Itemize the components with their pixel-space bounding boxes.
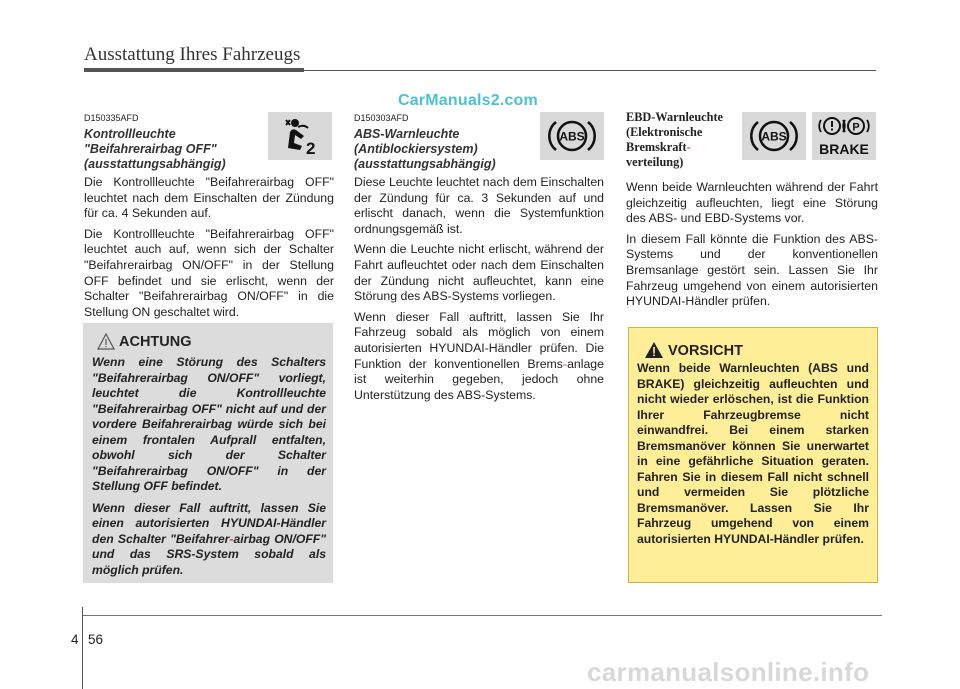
title-line: (Antiblockiersystem): [354, 142, 478, 156]
achtung-warning-box: [83, 323, 333, 583]
page-number: 56: [88, 632, 104, 647]
paragraph: Die Kontrollleuchte "Beifahrerairbag OFF" leuchtet nach dem Einschalten der Zündung für ca. 4 Sekunden auf.: [84, 175, 334, 221]
footer-divider: [82, 607, 83, 689]
airbag-off-icon: [268, 112, 332, 160]
title-line: (ausstattungsabhängig): [354, 157, 496, 171]
vorsicht-warning-box: [628, 327, 878, 583]
paragraph: Wenn eine Störung des Schalters "Beifahrerairbag ON/OFF" vorliegt, leuchtet die Kontrollleuchte "Beifahrerairbag OFF" nicht auf und der vordere Beifahrerairbag würde sich bei einem frontalen Aufprall entfalten, obwohl sich der Schalter "Beifahrerairbag ON/OFF" in der Stellung OFF befindet.: [92, 355, 326, 493]
title-line: (ausstattungsabhängig): [84, 157, 226, 171]
title-line: Kontrollleuchte: [84, 127, 176, 141]
section-code: D150335AFD: [84, 113, 139, 123]
title-line: "Beifahrerairbag OFF": [84, 142, 217, 156]
abs-warning-icon: [540, 112, 604, 160]
text-run: Bremskraft: [626, 140, 687, 154]
text-run: Wenn dieser Fall auftritt, lassen Sie Ihr Fahrzeug sobald als möglich von einem autorisierten HYUNDAI-Händler prüfen. Die Funktion der konventionellen Brems: [354, 309, 604, 371]
achtung-title: ACHTUNG: [119, 334, 192, 350]
svg-text:P: P: [852, 121, 860, 134]
paragraph: [354, 310, 604, 404]
paragraph: Wenn die Leuchte nicht erlischt, während der Fahrt aufleuchtet oder nach dem Einschalten der Zündung nicht aufleuchtet, kann eine Störung des ABS-Systems vorliegen.: [354, 242, 604, 304]
text-run: anlage ist weiterhin gegeben, jedoch ohne Unterstützung des ABS-Systems.: [354, 356, 604, 402]
title-line: ABS-Warnleuchte: [354, 127, 460, 141]
brake-warning-icon: [812, 112, 876, 160]
vorsicht-title: VORSICHT: [668, 343, 743, 359]
achtung-body: [92, 355, 326, 584]
hyphen: -: [686, 140, 691, 154]
section-title-airbag-off: [84, 127, 226, 172]
hyphen: -: [229, 531, 234, 546]
watermark-footer[interactable]: carmanualsonline.info: [587, 657, 870, 687]
section-title-abs: [354, 127, 496, 172]
hyphen: -: [562, 356, 568, 371]
title-line: EBD-Warnleuchte: [626, 110, 724, 124]
text-run: Wenn dieser Fall auftritt, lassen Sie einen autorisierten HYUNDAI-Händler den Schalter "Beifahrer: [92, 500, 326, 546]
text-run: airbag ON/OFF" und das SRS-System sobald als möglich prüfen.: [92, 531, 327, 577]
col2-body: [354, 175, 604, 408]
abs-warning-icon-ebd: [742, 112, 806, 160]
paragraph: In diesem Fall könnte die Funktion des ABS-Systems und der konventionellen Bremsanlage gestört sein. Lassen Sie Ihr Fahrzeug umgehend von einem autorisierten HYUNDAI-Händler prüfen.: [626, 231, 878, 309]
title-line: [626, 140, 723, 155]
col1-body: [84, 175, 334, 325]
brake-icon-label: BRAKE: [819, 141, 869, 157]
section-number: 4: [71, 632, 79, 647]
title-line: verteilung): [626, 155, 684, 169]
paragraph: Wenn beide Warnleuchten während der Fahrt gleichzeitig aufleuchten, liegt eine Störung des ABS- und EBD-Systems vor.: [626, 180, 878, 226]
page-header-title: Ausstattung Ihres Fahrzeugs: [84, 44, 301, 65]
paragraph: [92, 501, 326, 579]
header-rule-thick: [84, 68, 304, 72]
vorsicht-body: Wenn beide Warnleuchten (ABS und BRAKE) gleichzeitig aufleuchten und nicht wieder erlöschen, ist die Funktion Ihrer Fahrzeugbremse nicht einwandfrei. Bei einem starken Bremsmanöver können Sie unerwartet in eine gefährliche Situation geraten. Fahren Sie in diesem Fall nicht schnell und vermeiden Sie plötzliche Bremsmanöver. Lassen Sie Ihr Fahrzeug umgehend von einem autorisierten HYUNDAI-Händler prüfen.: [637, 361, 869, 546]
section-code: D150303AFD: [354, 113, 409, 123]
title-line: (Elektronische: [626, 125, 703, 139]
col3-body: [626, 180, 878, 315]
abs-icon-label: ABS: [761, 129, 787, 144]
abs-icon-label: ABS: [559, 129, 585, 144]
paragraph: Diese Leuchte leuchtet nach dem Einschalten der Zündung für ca. 3 Sekunden auf und erlischt danach, wenn die Systemfunktion ordnungsgemäß ist.: [354, 175, 604, 236]
paragraph: Die Kontrollleuchte "Beifahrerairbag OFF" leuchtet auch auf, wenn sich der Schalter "Beifahrerairbag ON/OFF" in der Stellung OFF befindet und sie erlischt, wenn der Schalter "Beifahrerairbag ON/OFF" in die Stellung ON geschaltet wird.: [84, 226, 334, 319]
section-title-ebd: [626, 110, 723, 170]
svg-text:2: 2: [306, 139, 316, 158]
watermark-top[interactable]: CarManuals2.com: [398, 92, 538, 109]
footer-rule: [82, 615, 882, 616]
header-rule-thin: [300, 70, 876, 71]
warning-triangle-icon: [97, 333, 115, 355]
